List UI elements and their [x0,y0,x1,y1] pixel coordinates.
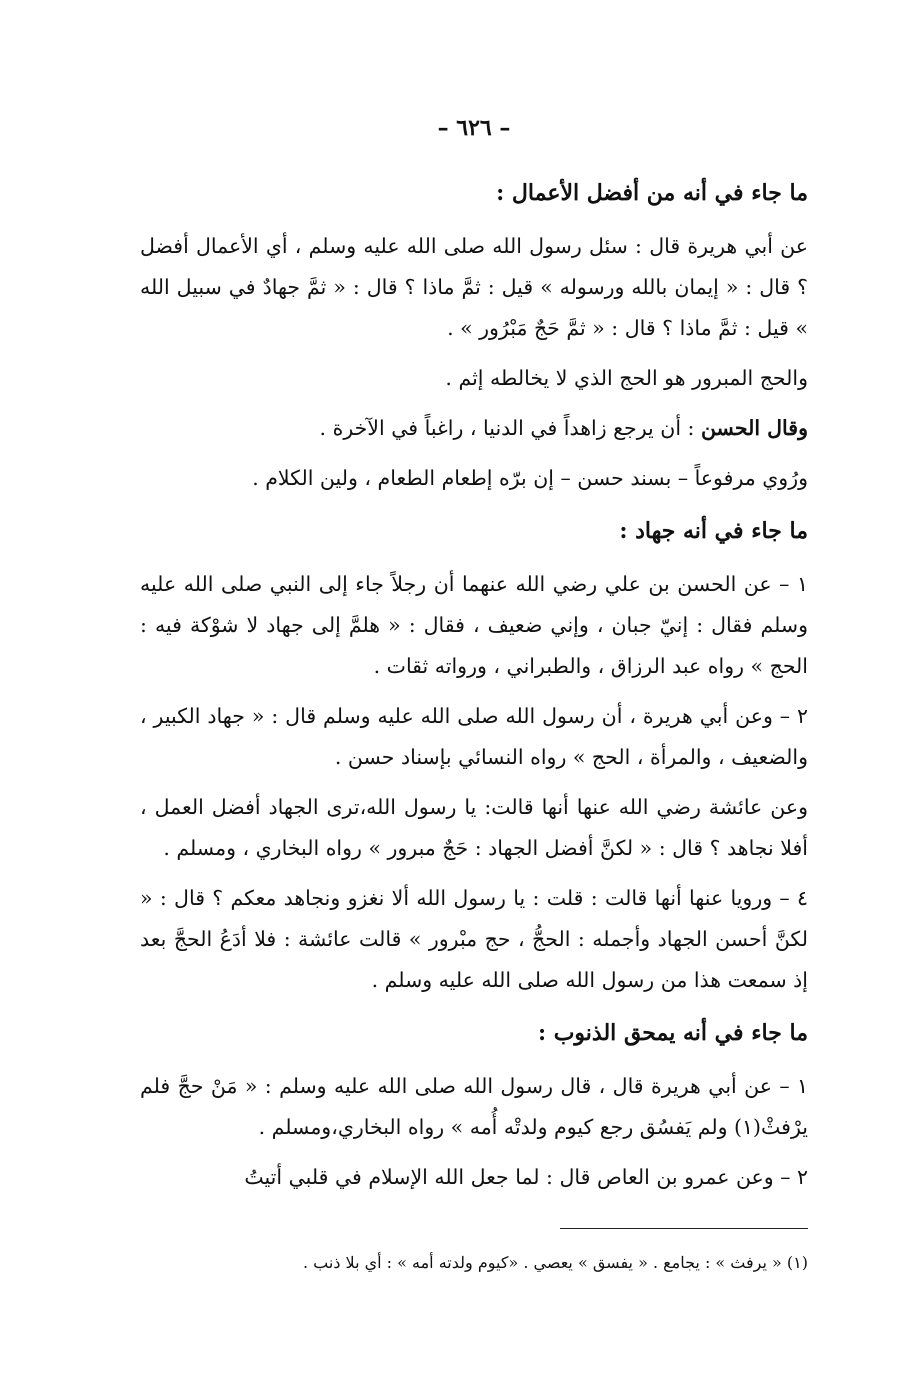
paragraph: ٢ – وعن أبي هريرة ، أن رسول الله صلى الله عليه وسلم قال : « جهاد الكبير ، والضعيف ، والمرأة ، الحج » رواه النسائي بإسناد حسن . [140,704,808,769]
paragraph-lead: وقال الحسن [700,416,808,440]
paragraph [140,408,808,449]
paragraph: عن أبي هريرة قال : سئل رسول الله صلى الله عليه وسلم ، أي الأعمال أفضل ؟ قال : « إيمان بالله ورسوله » قيل : ثمَّ ماذا ؟ قال : « ثمَّ جهادٌ في سبيل الله » قيل : ثمَّ ماذا ؟ قال : « ثمَّ حَجٌ مَبْرُور » . [140,234,808,340]
paragraph: ٤ – ورويا عنها أنها قالت : قلت : يا رسول الله ألا نغزو ونجاهد معكم ؟ قال : « لكنَّ أحسن الجهاد وأجمله : الحجُّ ، حج مبْرور » قالت عائشة : فلا أدَعُ الحجَّ بعد إذ سمعت هذا من رسول الله صلى الله عليه وسلم . [140,886,808,992]
paragraph: وعن عائشة رضي الله عنها أنها قالت: يا رسول الله،ترى الجهاد أفضل العمل ، أفلا نجاهد ؟ قال : « لكنَّ أفضل الجهاد : حَجٌ مبرور » رواه البخاري ، ومسلم . [140,795,808,860]
document-page [140,108,808,1272]
paragraph-text: : أن يرجع زاهداً في الدنيا ، راغباً في الآخرة . [319,416,701,440]
footnote: (١) « يرفث » : يجامع . « يفسق » يعصي . «كيوم ولدته أمه » : أي بلا ذنب . [302,1253,808,1272]
paragraph: ١ – عن أبي هريرة قال ، قال رسول الله صلى الله عليه وسلم : « مَنْ حجَّ فلم يرْفثْ(١) ولم يَفسُق رجع كيوم ولدتْه أُمه » رواه البخاري،ومسلم . [140,1074,808,1139]
footnote-divider [560,1228,808,1229]
section-heading-jihad: ما جاء في أنه جهاد : [619,518,808,544]
page-number: – ٦٢٦ – [437,115,511,141]
paragraph: ٢ – وعن عمرو بن العاص قال : لما جعل الله الإسلام في قلبي أتيتُ [244,1165,808,1189]
section-heading-erases-sins: ما جاء في أنه يمحق الذنوب : [537,1020,808,1046]
paragraph: ١ – عن الحسن بن علي رضي الله عنهما أن رجلاً جاء إلى النبي صلى الله عليه وسلم فقال : إنيّ جبان ، وإني ضعيف ، فقال : « هلمَّ إلى جهاد لا شوْكة فيه : الحج » رواه عبد الرزاق ، والطبراني ، ورواته ثقات . [140,572,808,678]
section-heading-best-deeds: ما جاء في أنه من أفضل الأعمال : [496,180,808,206]
paragraph: والحج المبرور هو الحج الذي لا يخالطه إثم . [445,366,808,390]
paragraph: ورُوي مرفوعاً – بسند حسن – إن برّه إطعام الطعام ، ولين الكلام . [252,466,808,490]
